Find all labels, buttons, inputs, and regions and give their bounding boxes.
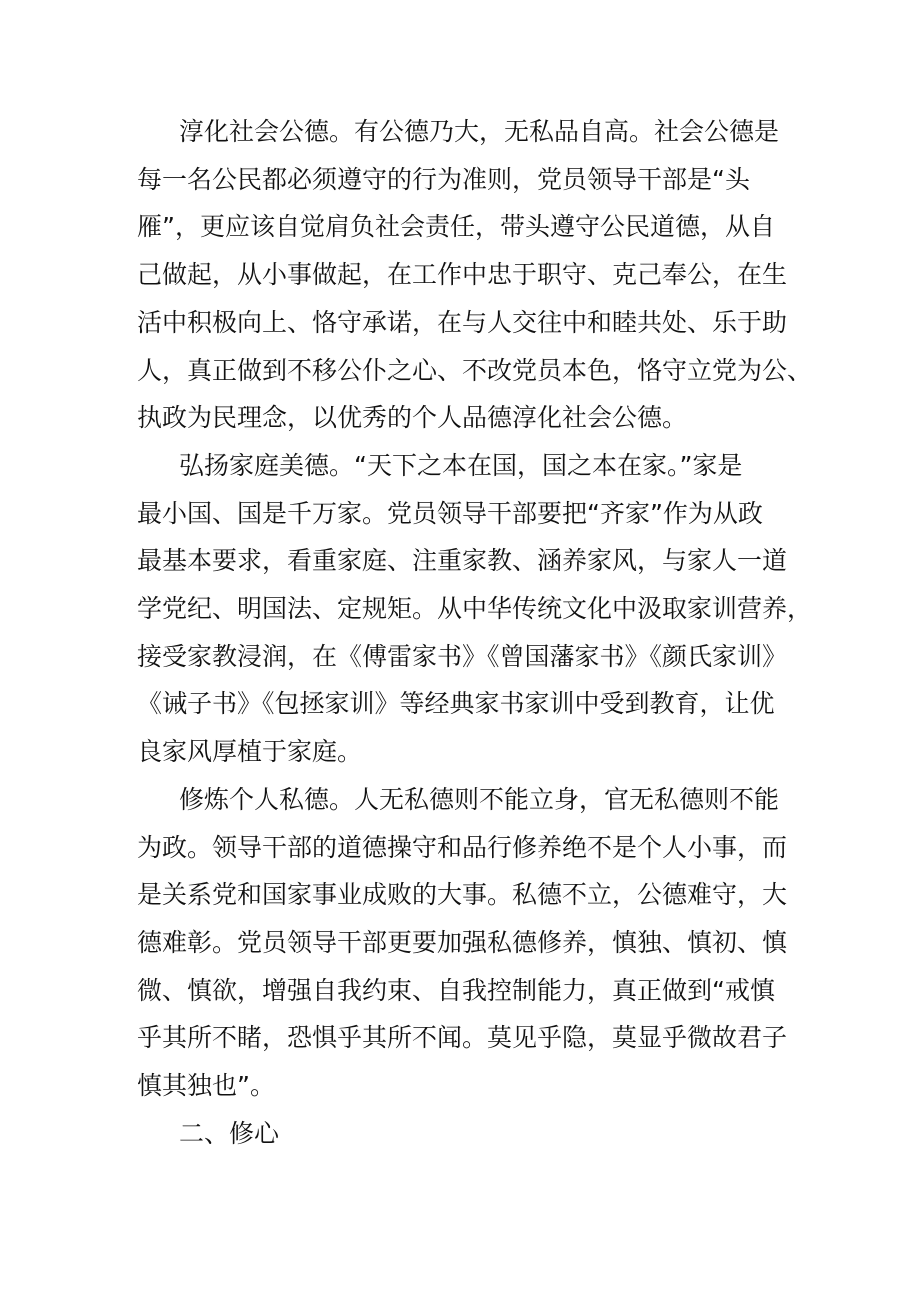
text-line: 淳化社会公德。有公德乃大，无私品自高。社会公德是	[179, 117, 780, 146]
text-line: 接受家教浸润，在《傅雷家书》《曾国藩家书》《颜氏家训》	[137, 641, 788, 671]
text-line: 慎其独也”。	[137, 1071, 275, 1101]
text-line: 执政为民理念，以优秀的个人品德淳化社会公德。	[137, 403, 688, 433]
text-line: 雁”，更应该自觉肩负社会责任，带头遵守公民道德，从自	[137, 212, 775, 242]
text-line: 最小国、国是千万家。党员领导干部要把“齐家”作为从政	[137, 498, 763, 528]
text-line: 修炼个人私德。人无私德则不能立身，官无私德则不能	[179, 784, 780, 814]
document-body	[137, 108, 813, 1157]
text-line: 良家风厚植于家庭。	[137, 737, 363, 767]
text-line: 活中积极向上、恪守承诺，在与人交往中和睦共处、乐于助	[137, 307, 788, 337]
paragraph-social-morality	[137, 108, 813, 442]
text-line: 微、慎欲，增强自我约束、自我控制能力，真正做到“戒慎	[137, 975, 775, 1005]
text-line: 学党纪、明国法、定规矩。从中华传统文化中汲取家训营养，	[137, 594, 813, 624]
text-line: 乎其所不睹，恐惧乎其所不闻。莫见乎隐，莫显乎微故君子	[137, 1023, 788, 1053]
text-line: 德难彰。党员领导干部更要加强私德修养，慎独、慎初、慎	[137, 927, 788, 957]
text-line: 最基本要求，看重家庭、注重家教、涵养家风，与家人一道	[137, 546, 788, 576]
text-line: 弘扬家庭美德。“天下之本在国，国之本在家。”家是	[179, 450, 743, 480]
text-line: 《诫子书》《包拯家训》等经典家书家训中受到教育，让优	[137, 689, 775, 719]
section-heading: 二、修心	[179, 1118, 280, 1148]
text-line: 每一名公民都必须遵守的行为准则，党员领导干部是“头	[137, 164, 750, 194]
text-line: 己做起，从小事做起，在工作中忠于职守、克己奉公，在生	[137, 260, 788, 290]
text-line: 为政。领导干部的道德操守和品行修养绝不是个人小事，而	[137, 832, 788, 862]
text-line: 人，真正做到不移公仆之心、不改党员本色，恪守立党为公、	[137, 355, 813, 385]
paragraph-personal-virtue	[137, 776, 787, 1110]
paragraph-family-virtue	[137, 442, 813, 776]
text-line: 是关系党和国家事业成败的大事。私德不立，公德难守，大	[137, 880, 788, 910]
